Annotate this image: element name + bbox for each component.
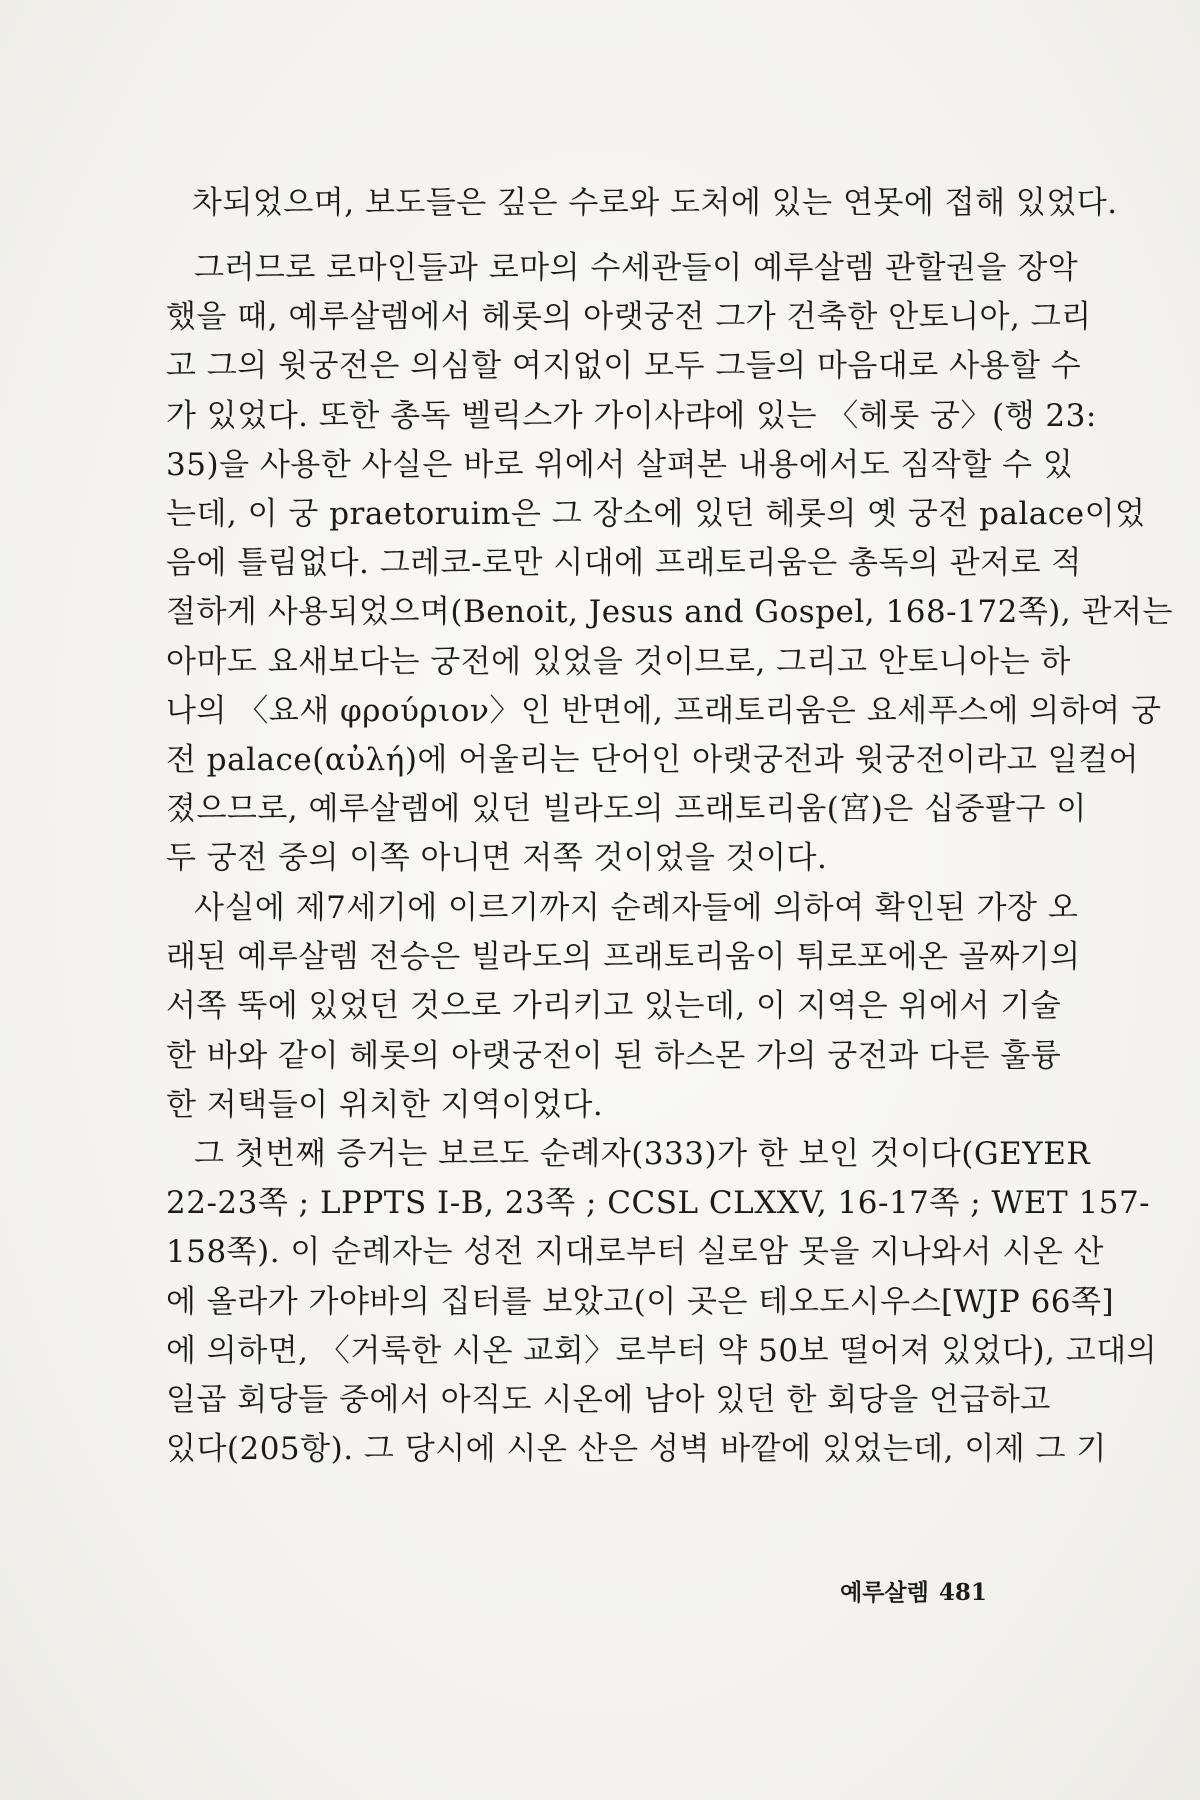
text-line: 서쪽 뚝에 있었던 것으로 가리키고 있는데, 이 지역은 위에서 기술: [166, 988, 1062, 1025]
text-line: 절하게 사용되었으며(Benoit, Jesus and Gospel, 168-172쪽), 관저는: [166, 594, 1173, 631]
text-line: 한 저택들이 위치한 지역이었다.: [166, 1086, 604, 1123]
text-line: 했을 때, 예루살렘에서 헤롯의 아랫궁전 그가 건축한 안토니아, 그리: [166, 299, 1092, 336]
text-line: 가 있었다. 또한 총독 벨릭스가 가이사랴에 있는 〈헤롯 궁〉(행 23:: [166, 397, 1097, 434]
text-line: 22-23쪽 ; LPPTS I-B, 23쪽 ; CCSL CLXXV, 16-17쪽 ; WET 157-: [166, 1185, 1151, 1222]
text-line: 그 첫번째 증거는 보르도 순례자(333)가 한 보인 것이다(GEYER: [194, 1136, 1091, 1172]
text-line: 아마도 요새보다는 궁전에 있었을 것이므로, 그리고 안토니아는 하: [166, 643, 1071, 680]
page-footer: [840, 1578, 987, 1608]
text-line: 에 의하면, 〈거룩한 시온 교회〉로부터 약 50보 떨어져 있었다), 고대의: [166, 1332, 1158, 1369]
text-line: 는데, 이 궁 praetoruim은 그 장소에 있던 헤롯의 옛 궁전 palace이었: [166, 495, 1146, 532]
paragraph-2: [166, 884, 1081, 1130]
text-line: 음에 틀림없다. 그레코-로만 시대에 프래토리움은 총독의 관저로 적: [166, 545, 1082, 582]
text-line: 두 궁전 중의 이쪽 아니면 저쪽 것이었을 것이다.: [166, 840, 828, 877]
text-line: 있다(205항). 그 당시에 시온 산은 성벽 바깥에 있었는데, 이제 그 기: [166, 1431, 1107, 1468]
paragraph-1: [166, 244, 1173, 883]
text-line: 사실에 제7세기에 이르기까지 순례자들에 의하여 확인된 가장 오: [194, 890, 1079, 926]
text-line: 한 바와 같이 헤롯의 아랫궁전이 된 하스몬 가의 궁전과 다른 훌륭: [166, 1037, 1062, 1074]
text-line: 158쪽). 이 순례자는 성전 지대로부터 실로암 못을 지나와서 시온 산: [166, 1234, 1104, 1271]
text-line: 래된 예루살렘 전승은 빌라도의 프래토리움이 튀로포에온 골짜기의: [166, 939, 1081, 976]
text-line: 에 올라가 가야바의 집터를 보았고(이 곳은 테오도시우스[WJP 66쪽]: [166, 1283, 1115, 1320]
paragraph-3: [166, 1130, 1158, 1474]
text-line: 일곱 회당들 중에서 아직도 시온에 남아 있던 한 회당을 언급하고: [166, 1381, 1051, 1418]
text-line: 35)을 사용한 사실은 바로 위에서 살펴본 내용에서도 짐작할 수 있: [166, 446, 1074, 483]
text-line: 졌으므로, 예루살렘에 있던 빌라도의 프래토리움(宮)은 십중팔구 이: [166, 791, 1087, 828]
text-line: 나의 〈요새 φρούριον〉인 반면에, 프래토리움은 요세푸스에 의하여 궁: [166, 692, 1162, 729]
text-line: 고 그의 윗궁전은 의심할 여지없이 모두 그들의 마음대로 사용할 수: [166, 348, 1082, 385]
text-line: 전 palace(αὐλή)에 어울리는 단어인 아랫궁전과 윗궁전이라고 일컬어: [166, 741, 1139, 778]
text-line: 그러므로 로마인들과 로마의 수세관들이 예루살렘 관할권을 장악: [194, 250, 1079, 286]
footer-title: 예루살렘: [840, 1580, 929, 1606]
carryover-line: 차되었으며, 보도들은 깊은 수로와 도처에 있는 연못에 접해 있었다.: [192, 185, 1118, 221]
page-number: 481: [938, 1579, 987, 1606]
